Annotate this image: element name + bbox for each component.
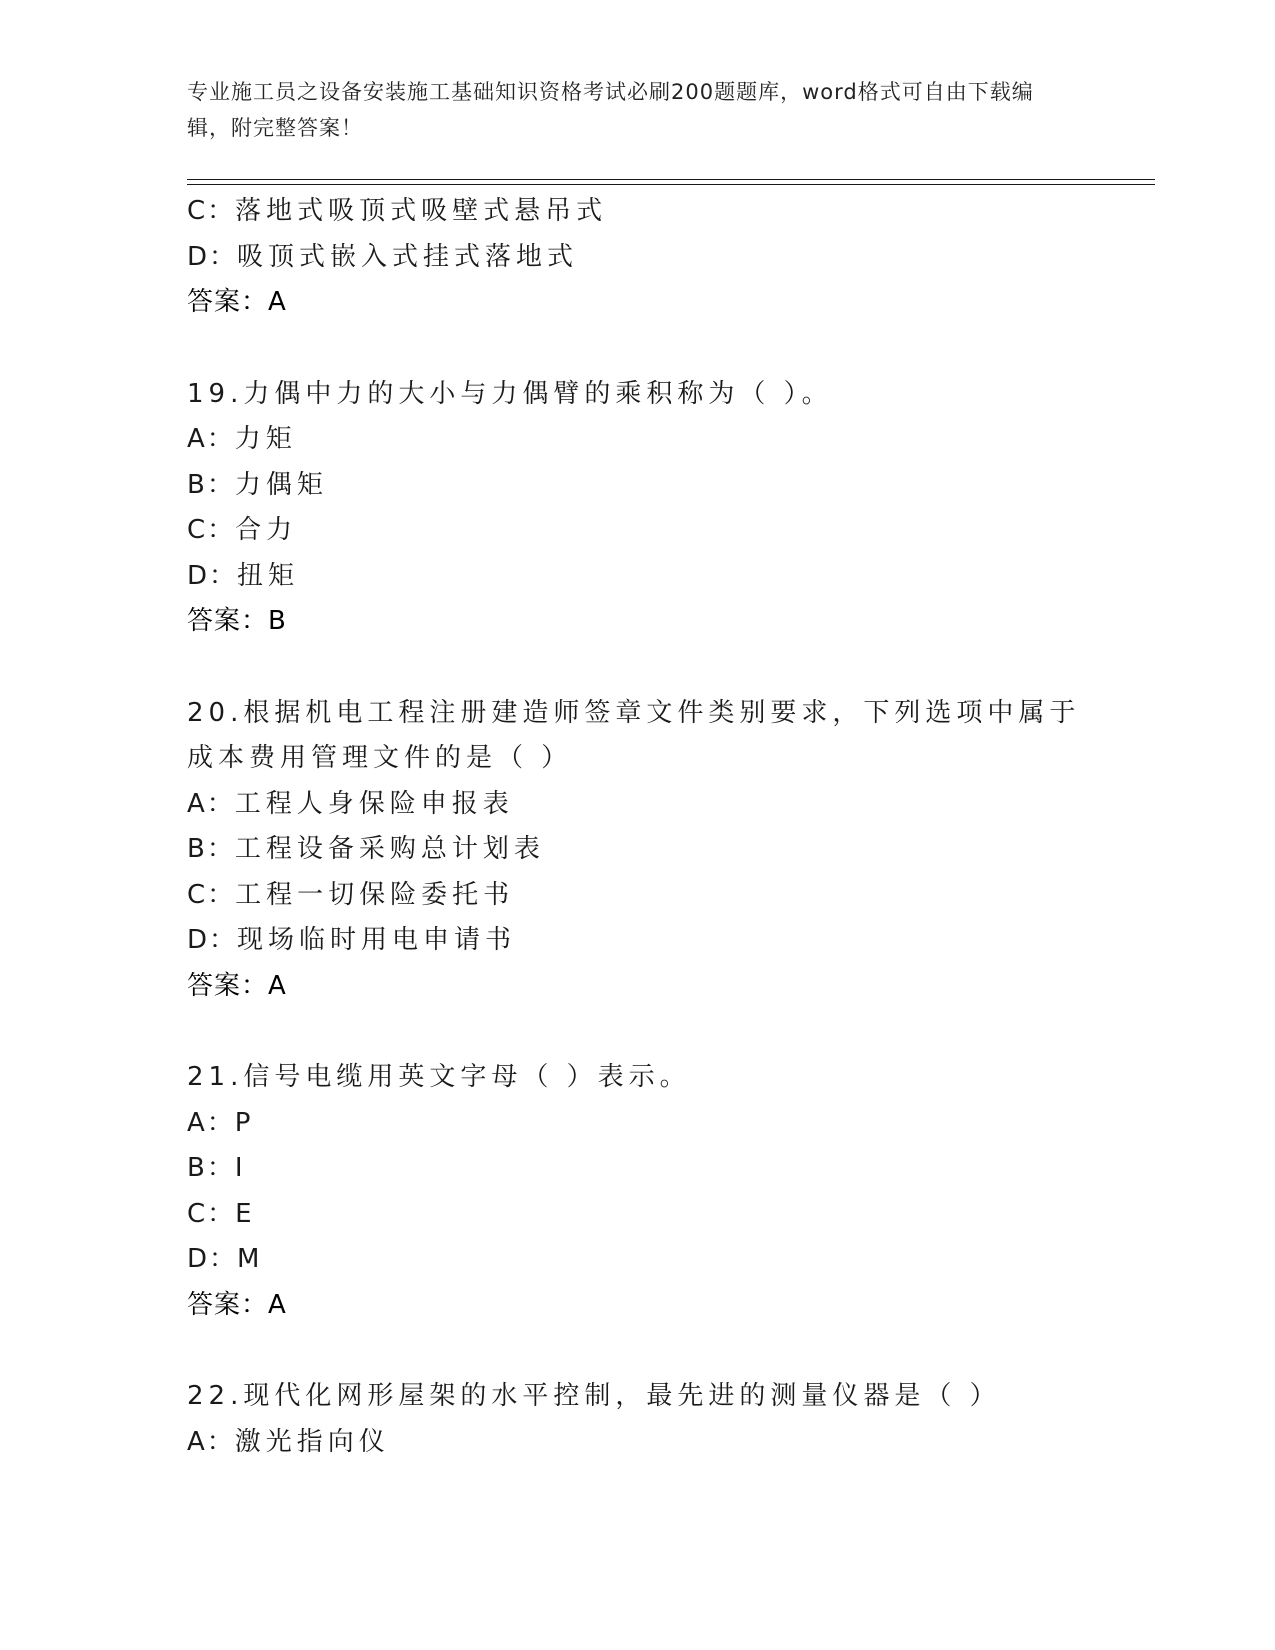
option-d: D：吸顶式嵌入式挂式落地式 — [187, 241, 579, 272]
answer-text: 答案：B — [187, 606, 287, 636]
option-d: D：现场临时用电申请书 — [187, 925, 517, 955]
option-b: B：力偶矩 — [187, 469, 328, 500]
option-c: C：工程一切保险委托书 — [187, 879, 515, 910]
question-stem: 19.力偶中力的大小与力偶臂的乘积称为（ ）。 — [187, 378, 833, 409]
question-20 — [187, 691, 1147, 1010]
option-a: A：力矩 — [187, 424, 297, 454]
option-a: A：工程人身保险申报表 — [187, 788, 514, 819]
question-list — [187, 189, 1147, 1465]
question-stem: 20.根据机电工程注册建造师签章文件类别要求，下列选项中属于成本费用管理文件的是（ ） — [187, 697, 1081, 773]
option-a: A：激光指向仪 — [187, 1426, 390, 1457]
option-d: D：扭矩 — [187, 560, 300, 591]
option-c: C：合力 — [187, 515, 298, 545]
option-c: C：落地式吸顶式吸壁式悬吊式 — [187, 196, 608, 226]
question-stem: 21.信号电缆用英文字母（ ）表示。 — [187, 1062, 691, 1092]
partial-question — [187, 189, 1147, 326]
question-19 — [187, 372, 1147, 645]
question-21 — [187, 1055, 1147, 1328]
option-a: A：P — [187, 1107, 256, 1138]
answer-text: 答案：A — [187, 1289, 287, 1320]
option-b: B：工程设备采购总计划表 — [187, 834, 545, 864]
document-header: 专业施工员之设备安装施工基础知识资格考试必刷200题题库，word格式可自由下载编辑，附完整答案！ — [187, 80, 1034, 140]
header-rule-top — [187, 179, 1155, 180]
option-b: B：I — [187, 1153, 248, 1183]
answer-text: 答案：A — [187, 287, 287, 317]
question-22 — [187, 1374, 1147, 1465]
option-d: D：M — [187, 1244, 265, 1274]
option-c: C：E — [187, 1198, 257, 1229]
question-stem: 22.现代化网形屋架的水平控制，最先进的测量仪器是（ ） — [187, 1381, 1001, 1411]
header-rule-bottom — [187, 184, 1155, 185]
answer-text: 答案：A — [187, 970, 287, 1001]
